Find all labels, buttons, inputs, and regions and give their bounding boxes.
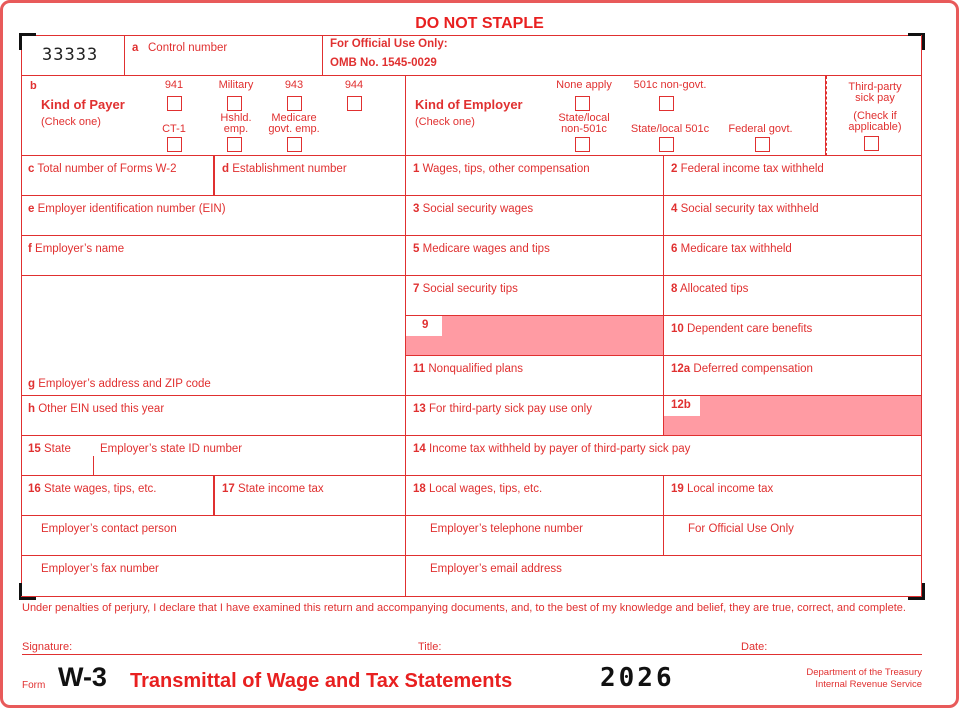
opt-501c-label: 501c non-govt. <box>633 79 707 91</box>
box-1-wages[interactable]: 1 Wages, tips, other compensation <box>406 156 664 196</box>
fax-label: Employer’s fax number <box>41 563 159 575</box>
box-3-label: Social security wages <box>422 203 534 215</box>
box-14-third-party-tax[interactable]: 14 Income tax withheld by payer of third-party sick pay <box>406 436 922 476</box>
box-8-allocated-tips[interactable]: 8 Allocated tips <box>664 276 922 316</box>
control-number-value-box[interactable] <box>21 35 125 76</box>
box-6-label: Medicare tax withheld <box>680 243 792 255</box>
box-b-letter: b <box>30 80 37 92</box>
official-use-only-box <box>664 516 922 556</box>
employer-contact-person-field[interactable] <box>21 516 406 556</box>
box-16-label: State wages, tips, etc. <box>44 483 157 495</box>
signature-field[interactable] <box>80 638 410 654</box>
kind-of-employer-heading: Kind of Employer <box>415 97 523 112</box>
state-id-label: Employer’s state ID number <box>100 443 243 455</box>
opt-944-label: 944 <box>344 79 364 91</box>
perjury-statement: Under penalties of perjury, I declare that I have examined this return and accompanying documents, and, to the best of my knowledge and belief, they are true, correct, and complete. <box>22 602 906 614</box>
box-2-label: Federal income tax withheld <box>680 163 824 175</box>
official-use-box <box>323 35 922 76</box>
opt-hshld-label: Hshld. emp. <box>220 112 252 135</box>
checkbox-501c-non-govt[interactable] <box>659 96 674 111</box>
checkbox-944[interactable] <box>347 96 362 111</box>
employer-fax-field[interactable] <box>21 556 406 597</box>
checkbox-hshld-emp[interactable] <box>227 137 242 152</box>
check-one-note-2: (Check one) <box>415 116 475 128</box>
check-if-applicable-note: (Check if applicable) <box>848 110 902 133</box>
checkbox-federal-govt[interactable] <box>755 137 770 152</box>
box-1-label: Wages, tips, other compensation <box>422 163 590 175</box>
opt-statelocal-label: State/local non-501c <box>558 112 610 135</box>
telephone-label: Employer’s telephone number <box>430 523 583 535</box>
box-5-medicare-wages[interactable]: 5 Medicare wages and tips <box>406 236 664 276</box>
opt-943-label: 943 <box>284 79 304 91</box>
department-label: Department of the Treasury Internal Revenue Service <box>806 667 922 690</box>
checkbox-medicare-govt[interactable] <box>287 137 302 152</box>
box-a-label: Control number <box>148 42 228 54</box>
opt-ct1-label: CT-1 <box>162 123 186 135</box>
checkbox-military[interactable] <box>227 96 242 111</box>
form-word: Form <box>22 680 46 691</box>
form-title: Transmittal of Wage and Tax Statements <box>130 670 513 692</box>
box-g-employer-address[interactable]: g Employer’s address and ZIP code <box>21 276 406 396</box>
box-6-medicare-tax[interactable]: 6 Medicare tax withheld <box>664 236 922 276</box>
box-h-other-ein[interactable]: h Other EIN used this year <box>21 396 406 436</box>
box-14-label: Income tax withheld by payer of third-party sick pay <box>429 443 691 455</box>
opt-medicare-label: Medicare govt. emp. <box>268 112 320 135</box>
box-f-employer-name[interactable]: f Employer’s name <box>21 236 406 276</box>
official-use-only-label: For Official Use Only <box>688 523 794 535</box>
contact-person-label: Employer’s contact person <box>41 523 177 535</box>
box-7-ss-tips[interactable]: 7 Social security tips <box>406 276 664 316</box>
checkbox-941[interactable] <box>167 96 182 111</box>
box-13-third-party-sick-pay[interactable]: 13 For third-party sick pay use only <box>406 396 664 436</box>
box-h-label: Other EIN used this year <box>38 403 165 415</box>
box-c-total-forms[interactable]: c Total number of Forms W-2 <box>21 156 214 196</box>
box-17-state-income-tax[interactable]: 17 State income tax <box>214 476 406 516</box>
box-3-ss-wages[interactable]: 3 Social security wages <box>406 196 664 236</box>
checkbox-third-party-sick-pay[interactable] <box>864 136 879 151</box>
box-15-label: State <box>44 443 71 455</box>
box-5-label: Medicare wages and tips <box>422 243 550 255</box>
box-12b-shaded <box>664 396 922 436</box>
check-one-note: (Check one) <box>41 116 101 128</box>
checkbox-none-apply[interactable] <box>575 96 590 111</box>
opt-military-label: Military <box>218 79 254 91</box>
box-17-label: State income tax <box>238 483 324 495</box>
box-a-control-number[interactable]: a Control number <box>125 35 323 76</box>
box-4-label: Social security tax withheld <box>680 203 819 215</box>
box-2-federal-tax[interactable]: 2 Federal income tax withheld <box>664 156 922 196</box>
box-10-label: Dependent care benefits <box>687 323 813 335</box>
box-12a-label: Deferred compensation <box>693 363 813 375</box>
box-15-state[interactable]: 15 State Employer’s state ID number <box>21 436 406 476</box>
box-16-state-wages[interactable]: 16 State wages, tips, etc. <box>21 476 214 516</box>
box-18-local-wages[interactable]: 18 Local wages, tips, etc. <box>406 476 664 516</box>
checkbox-statelocal-501c[interactable] <box>659 137 674 152</box>
box-g-label: Employer’s address and ZIP code <box>38 378 211 390</box>
checkbox-ct1[interactable] <box>167 137 182 152</box>
third-party-label: Third-party sick pay <box>848 81 902 104</box>
form-number: W-3 <box>58 662 107 692</box>
do-not-staple-notice: DO NOT STAPLE <box>415 15 544 32</box>
date-field[interactable] <box>775 638 920 654</box>
box-e-label: Employer identification number (EIN) <box>37 203 226 215</box>
checkbox-statelocal-non501c[interactable] <box>575 137 590 152</box>
opt-statelocal-501c-label: State/local 501c <box>630 123 710 135</box>
box-12b-label: 12b <box>671 399 691 411</box>
third-party-sick-pay-box <box>826 76 922 156</box>
title-field[interactable] <box>450 638 730 654</box>
tax-year: 2026 <box>600 663 675 693</box>
control-number-value: 33333 <box>42 45 99 65</box>
title-label: Title: <box>418 641 442 653</box>
box-7-label: Social security tips <box>422 283 518 295</box>
box-10-dependent-care[interactable]: 10 Dependent care benefits <box>664 316 922 356</box>
kind-of-payer-heading: Kind of Payer <box>41 97 125 112</box>
box-f-label: Employer’s name <box>35 243 125 255</box>
box-12a-deferred-comp[interactable]: 12a Deferred compensation <box>664 356 922 396</box>
opt-941-label: 941 <box>164 79 184 91</box>
box-d-establishment-number[interactable]: d Establishment number <box>214 156 406 196</box>
box-8-label: Allocated tips <box>679 283 749 295</box>
box-e-ein[interactable]: e Employer identification number (EIN) <box>21 196 406 236</box>
box-13-label: For third-party sick pay use only <box>429 403 592 415</box>
box-19-local-income-tax[interactable]: 19 Local income tax <box>664 476 922 516</box>
box-c-label: Total number of Forms W-2 <box>37 163 177 175</box>
box-d-label: Establishment number <box>232 163 347 175</box>
omb-number: OMB No. 1545-0029 <box>330 57 437 69</box>
state-divider <box>93 456 94 476</box>
box-11-nonqualified-plans[interactable]: 11 Nonqualified plans <box>406 356 664 396</box>
employer-email-field[interactable] <box>406 556 922 597</box>
box-11-label: Nonqualified plans <box>428 363 523 375</box>
box-4-ss-tax[interactable]: 4 Social security tax withheld <box>664 196 922 236</box>
box-9-shaded <box>406 316 664 356</box>
signature-label: Signature: <box>22 641 73 653</box>
box-18-label: Local wages, tips, etc. <box>429 483 543 495</box>
signature-line <box>22 654 922 655</box>
official-use-line1: For Official Use Only: <box>330 38 448 50</box>
email-label: Employer’s email address <box>430 563 562 575</box>
employer-telephone-field[interactable] <box>406 516 664 556</box>
box-19-label: Local income tax <box>687 483 774 495</box>
checkbox-943[interactable] <box>287 96 302 111</box>
opt-federal-label: Federal govt. <box>728 123 793 135</box>
opt-none-apply-label: None apply <box>556 79 612 91</box>
box-9-label: 9 <box>422 319 429 331</box>
date-label: Date: <box>741 641 768 653</box>
